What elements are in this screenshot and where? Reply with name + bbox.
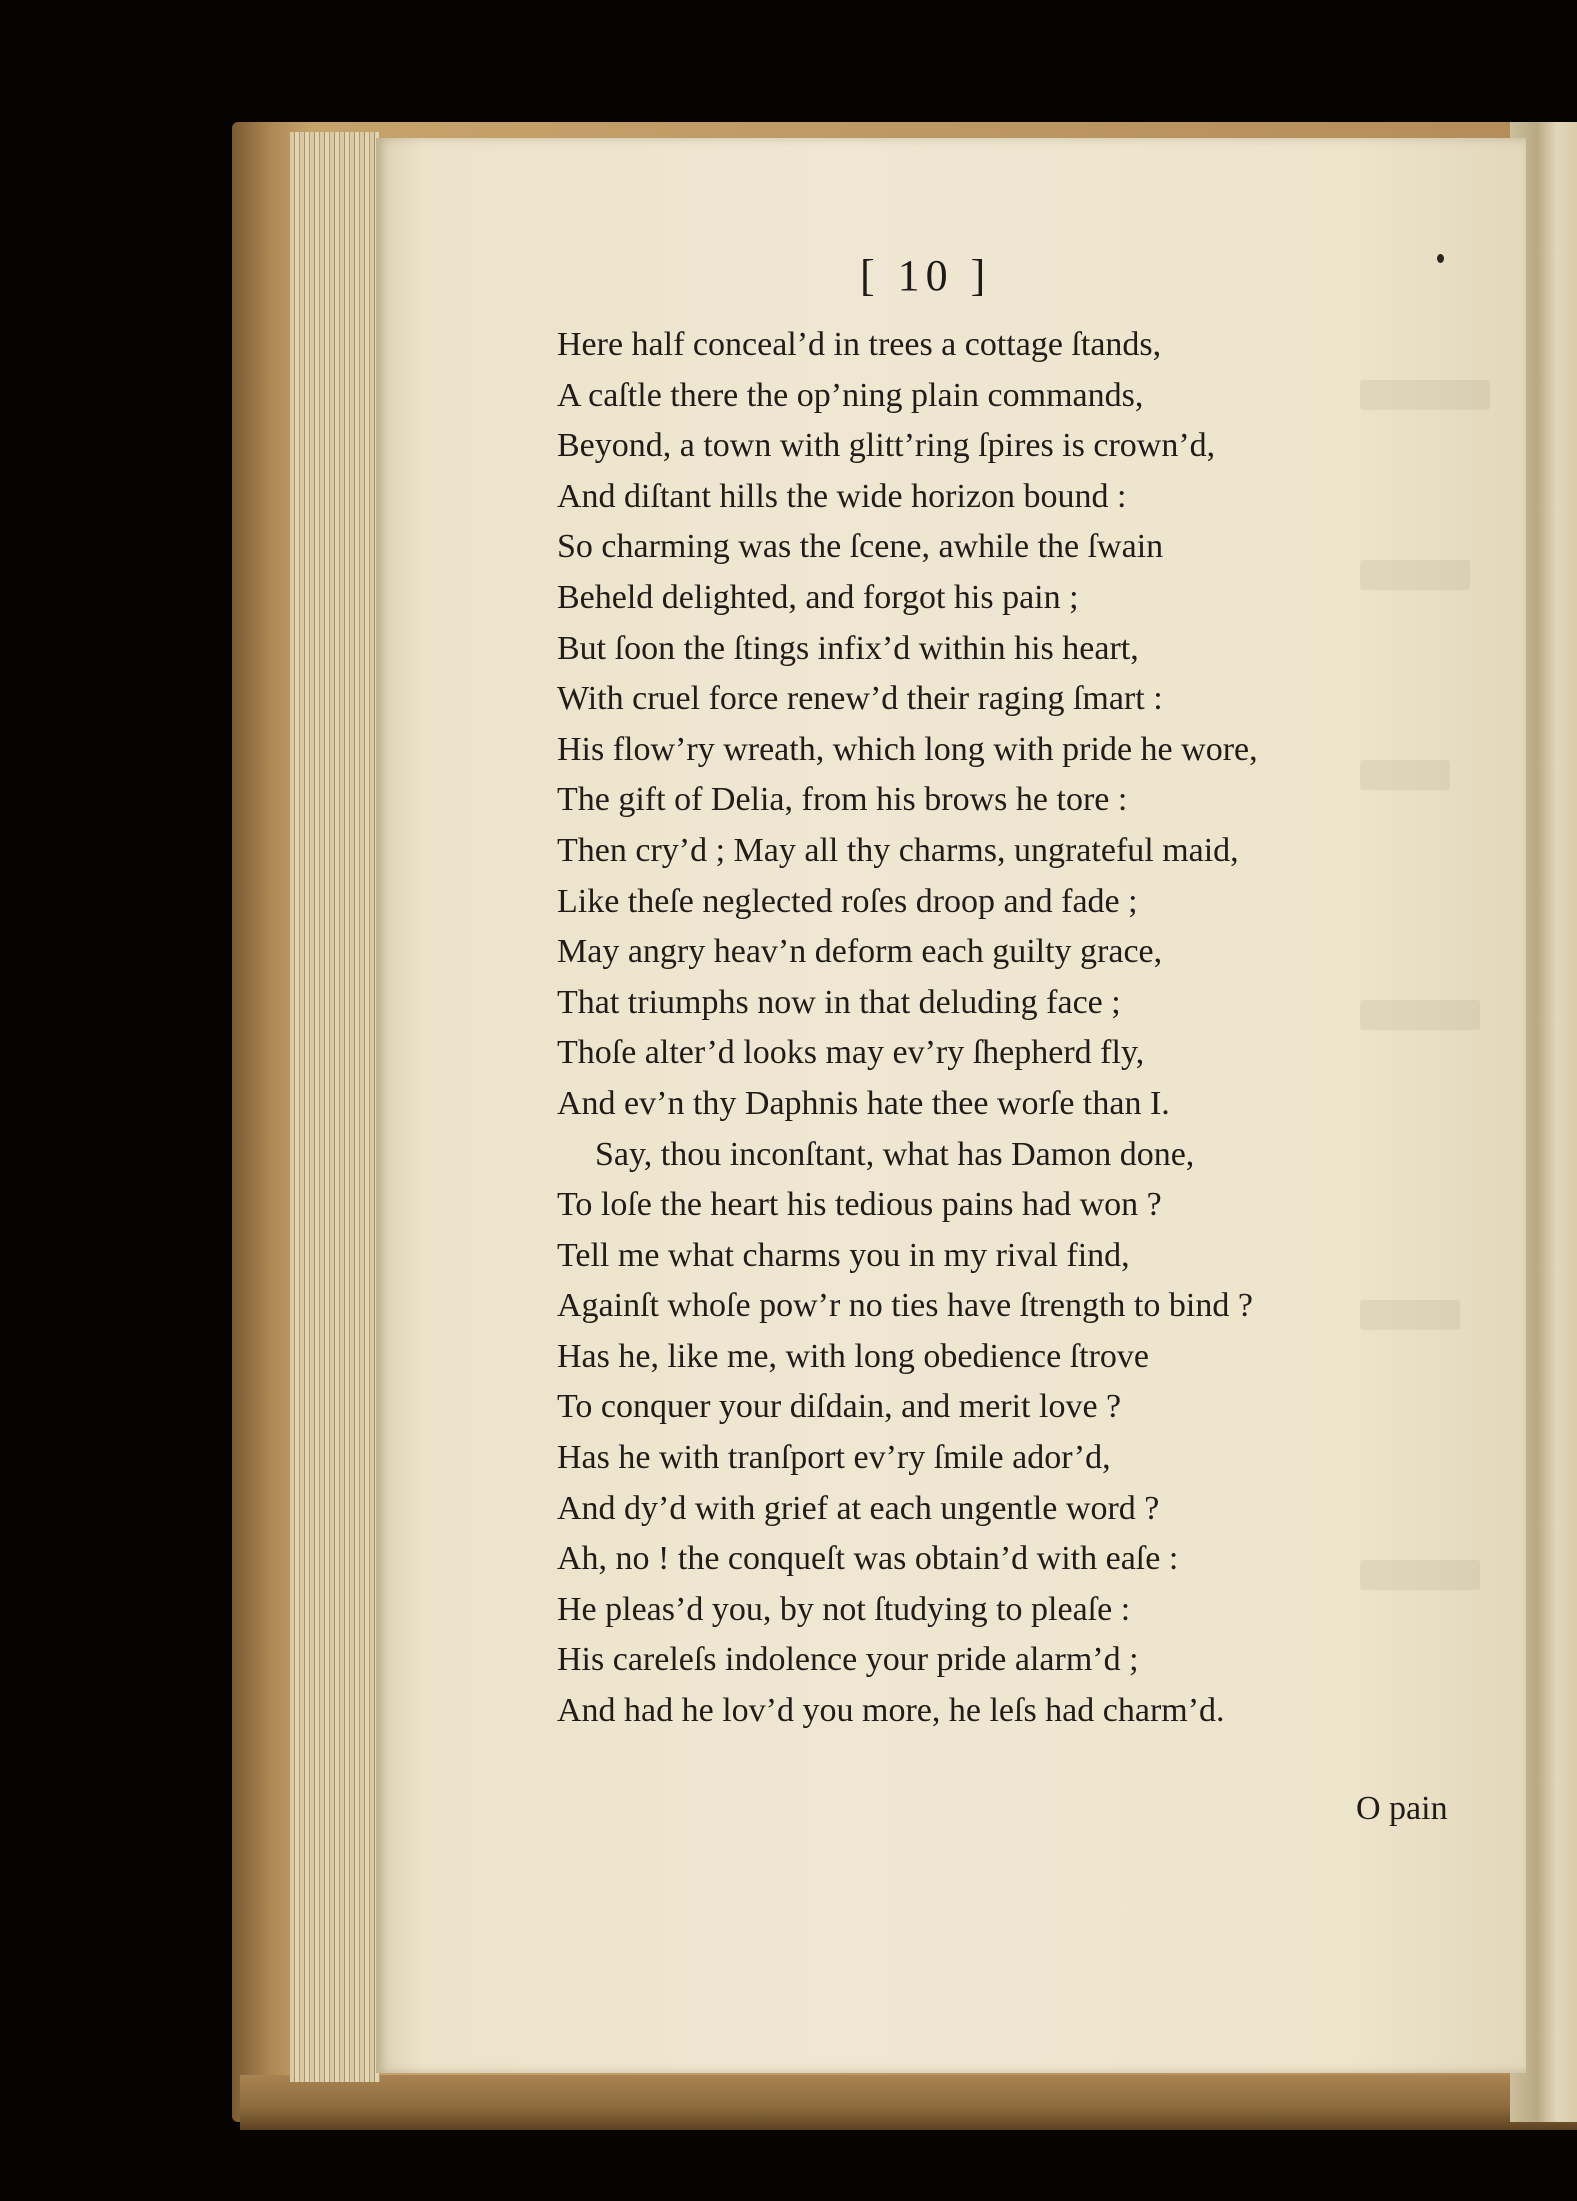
poem-line: His flow’ry wreath, which long with pride he wore, bbox=[557, 730, 1258, 768]
poem-line: Has he with tranſport ev’ry ſmile ador’d, bbox=[557, 1439, 1111, 1477]
poem-line: Beheld delighted, and forgot his pain ; bbox=[557, 578, 1079, 616]
poem-line: That triumphs now in that deluding face ; bbox=[557, 983, 1121, 1021]
page-stack-edges bbox=[290, 132, 380, 2082]
poem-line: Thoſe alter’d looks may ev’ry ſhepherd fly, bbox=[557, 1034, 1145, 1072]
poem-line: Like theſe neglected roſes droop and fade ; bbox=[557, 882, 1138, 920]
poem-line: And diſtant hills the wide horizon bound : bbox=[557, 477, 1127, 515]
poem-line: Ah, no ! the conqueſt was obtain’d with eaſe : bbox=[557, 1540, 1179, 1578]
poem-line: So charming was the ſcene, awhile the ſwain bbox=[557, 528, 1164, 566]
poem-line: And had he lov’d you more, he leſs had charm’d. bbox=[557, 1692, 1225, 1730]
poem-line: With cruel force renew’d their raging ſmart : bbox=[557, 680, 1163, 718]
poem-line: To loſe the heart his tedious pains had won ? bbox=[557, 1186, 1162, 1224]
catchword: O pain bbox=[1356, 1790, 1448, 1827]
poem-line: He pleas’d you, by not ſtudying to pleaſe : bbox=[557, 1590, 1131, 1628]
poem-line: May angry heav’n deform each guilty grace, bbox=[557, 933, 1163, 971]
poem-line: Has he, like me, with long obedience ſtrove bbox=[557, 1337, 1149, 1375]
poem-line: Beyond, a town with glitt’ring ſpires is crown’d, bbox=[557, 427, 1216, 465]
poem-line: Here half conceal’d in trees a cottage ſtands, bbox=[557, 326, 1162, 363]
poem-line: Then cry’d ; May all thy charms, ungrateful maid, bbox=[557, 831, 1239, 869]
poem-line: But ſoon the ſtings infix’d within his heart, bbox=[557, 629, 1139, 667]
poem-line: His careleſs indolence your pride alarm’d ; bbox=[557, 1641, 1139, 1679]
poem-line: Tell me what charms you in my rival find, bbox=[557, 1236, 1130, 1274]
poem-line: And ev’n thy Daphnis hate thee worſe than I. bbox=[557, 1084, 1170, 1122]
page-number: [ 10 ] bbox=[860, 251, 992, 300]
poem-text bbox=[557, 320, 1457, 1737]
poem-line: To conquer your diſdain, and merit love ? bbox=[557, 1388, 1122, 1426]
poem-line: Say, thou inconſtant, what has Damon done, bbox=[595, 1135, 1195, 1173]
poem-line: Againſt whoſe pow’r no ties have ſtrength to bind ? bbox=[557, 1287, 1253, 1325]
poem-line: A caſtle there the op’ning plain commands, bbox=[557, 376, 1144, 414]
book-cover-bottom-edge bbox=[240, 2075, 1577, 2130]
ink-speck bbox=[1437, 254, 1444, 263]
poem-line: And dy’d with grief at each ungentle word ? bbox=[557, 1489, 1160, 1527]
poem-line: The gift of Delia, from his brows he tore : bbox=[557, 781, 1128, 819]
